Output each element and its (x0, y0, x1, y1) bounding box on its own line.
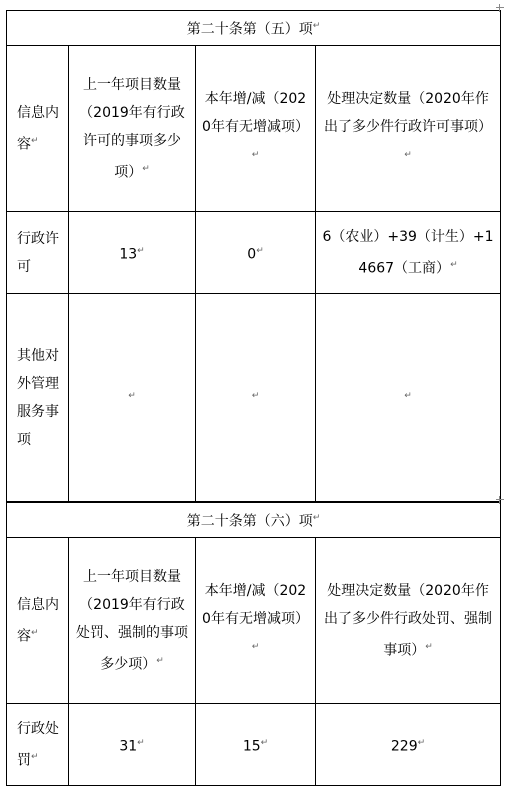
section-title: 第二十条第（六）项↵ (7, 503, 501, 538)
cell-change: ↵ (196, 294, 316, 502)
row-label: 其他对外管理服务事项 (7, 294, 69, 502)
table-row (7, 704, 501, 786)
row-label: 行政处罚↵ (7, 704, 69, 786)
row-label: 行政许可 (7, 212, 69, 294)
table-row (7, 212, 501, 294)
section-title: 第二十条第（五）项↵ (7, 11, 501, 46)
header-row (7, 46, 501, 212)
header-info-cell: 信息内容↵ (7, 538, 69, 704)
table-corner-mark (496, 496, 504, 504)
cell-prev-year: 31↵ (69, 704, 196, 786)
header-decision-count: 处理决定数量（2020年作出了多少件行政许可事项）↵ (316, 46, 501, 212)
header-change: 本年增/减（2020年有无增减项）↵ (196, 538, 316, 704)
header-prev-year-count: 上一年项目数量（2019年有行政处罚、强制的事项多少项）↵ (69, 538, 196, 704)
cell-change: 0↵ (196, 212, 316, 294)
table-article-20-item-6 (6, 502, 501, 786)
cell-decisions: 6（农业）+39（计生）+14667（工商）↵ (316, 212, 501, 294)
header-prev-year-count: 上一年项目数量（2019年有行政许可的事项多少项）↵ (69, 46, 196, 212)
header-info-cell: 信息内容↵ (7, 46, 69, 212)
table-corner-mark (496, 4, 504, 12)
cell-change: 15↵ (196, 704, 316, 786)
header-decision-count: 处理决定数量（2020年作出了多少件行政处罚、强制事项）↵ (316, 538, 501, 704)
cell-prev-year: 13↵ (69, 212, 196, 294)
table-article-20-item-5 (6, 10, 501, 502)
table-row (7, 294, 501, 502)
cell-decisions: ↵ (316, 294, 501, 502)
cell-prev-year: ↵ (69, 294, 196, 502)
cell-decisions: 229↵ (316, 704, 501, 786)
header-row (7, 538, 501, 704)
header-change: 本年增/减（2020年有无增减项）↵ (196, 46, 316, 212)
